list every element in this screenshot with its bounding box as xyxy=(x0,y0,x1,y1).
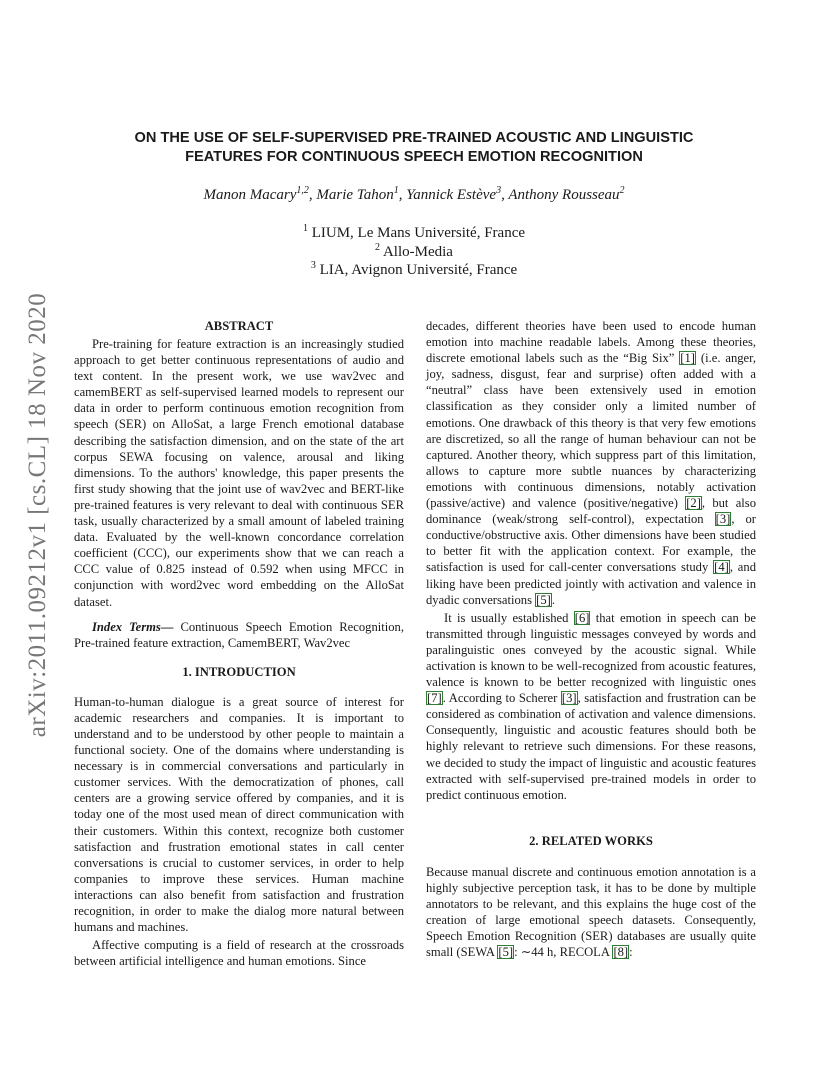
arxiv-id-text: arXiv:2011.09212v1 [cs.CL] 18 Nov 2020 xyxy=(24,292,51,738)
author-affil-mark: 3 xyxy=(496,185,502,196)
abstract-heading: ABSTRACT xyxy=(204,319,274,333)
author-name: Yannick Estève xyxy=(406,187,497,203)
index-terms-text: Continuous Speech Emotion Recognition, Pre-trained feature extraction, CamemBERT, Wav2vec xyxy=(74,619,404,650)
text-run: : xyxy=(629,945,633,960)
affil-mark: 2 xyxy=(375,241,381,253)
abstract-text: Pre-training for feature extraction is an increasingly studied approach to get better continuous representations of audio and text content. In the present work, we use wav2vec and camemBERT as self-supervised learned models to represent our data in order to perform continuous emotion recognition from speech (SER) on AlloSat, a large French emotional database describing the satisfaction dimension, and on the state of the art corpus SEWA focusing on valence, arousal and liking dimensions. To the authors' knowledge, this paper presents the first study showing that the joint use of wav2vec and BERT-like pre-trained features is very relevant to deal with continuous SER task, usually characterized by a small amount of labeled training data. Evaluated by the well-known concordance correlation coefficient (CCC), our experiments show that we can reach a CCC value of 0.825 instead of 0.592 when using MFCC in conjunction with word2vec word embedding on the AlloSat dataset. xyxy=(74,337,404,609)
right-column xyxy=(426,318,756,960)
index-terms-label: Index Terms— xyxy=(92,619,174,634)
affil-mark: 3 xyxy=(310,260,316,271)
citation-link[interactable]: [5] xyxy=(536,592,551,607)
text-run: decades, different theories have been used to encode human emotion into machine readable labels. Among these theories, discrete emotional labels such as the “Big Six” xyxy=(426,319,756,366)
text-run: (i.e. anger, joy, sadness, disgust, fear and surprise) often added with a “neutral” class have been extensively used in emotion classification as they consider only a limited number of emotions. One drawback of this theory is that very few emotions are discretized, so all the range of human behaviour can not be captured. Another theory, which suppress part of this limitation, allows to capture more subtle nuances by characterizing emotions with continuous dimensions, notably activation (passive/active) and valence (positive/negative) xyxy=(426,351,756,511)
affiliation-line xyxy=(60,261,768,280)
affiliation-line xyxy=(60,243,768,262)
title-line: FEATURES FOR CONTINUOUS SPEECH EMOTION RECOGNITION xyxy=(185,149,643,165)
text-run: , and liking have been predicted jointly with activation and valence in dyadic conversations xyxy=(426,560,756,607)
intro-continued-paragraph xyxy=(426,318,756,608)
affiliation-line xyxy=(60,224,768,243)
index-terms xyxy=(74,619,404,651)
text-run: . xyxy=(551,592,555,607)
text-run: , or conductive/obstructive axis. Other dimensions have been studied to better fit with the application context. For example, the satisfaction is used for call-center conversations study xyxy=(426,512,756,575)
affil-text: LIA, Avignon Université, France xyxy=(319,262,518,278)
citation-link[interactable]: [8] xyxy=(613,945,629,960)
citation-link[interactable]: [4] xyxy=(714,560,729,575)
intro-paragraph xyxy=(426,610,756,803)
author-affil-mark: 1,2 xyxy=(296,185,309,196)
text-run: : ∼44 h, RECOLA xyxy=(514,945,613,960)
title-line: ON THE USE OF SELF-SUPERVISED PRE-TRAINED ACOUSTIC AND LINGUISTIC xyxy=(134,130,694,146)
citation-link[interactable]: [6] xyxy=(574,610,590,625)
left-column xyxy=(74,318,404,969)
citation-link[interactable]: [5] xyxy=(498,945,514,960)
related-works-heading: 2. RELATED WORKS xyxy=(529,833,653,848)
text-run: that emotion in speech can be transmitted through linguistic messages conveyed by words and paralinguistic ones conveyed by the acoustic signal. While activation is known to be well-recognized from acoustic features, valence is known to be better recognized with linguistic ones xyxy=(426,610,756,690)
author-name: Marie Tahon xyxy=(316,187,394,203)
author-name: Anthony Rousseau xyxy=(508,187,620,203)
text-run: Because manual discrete and continuous emotion annotation is a highly subjective perception task, it has to be done by multiple annotators to be relevant, and this explains the huge cost of the creation of large emotional speech datasets. Consequently, Speech Emotion Recognition (SER) databases are usually quite small (SEWA xyxy=(426,864,756,960)
introduction-heading: 1. INTRODUCTION xyxy=(182,664,296,679)
citation-link[interactable]: [7] xyxy=(427,691,442,706)
affil-text: Allo-Media xyxy=(382,243,453,260)
citation-link[interactable]: [2] xyxy=(686,496,701,511)
citation-link[interactable]: [3] xyxy=(715,512,731,527)
citation-link[interactable]: [1] xyxy=(680,351,695,366)
text-run: , satisfaction and frustration can be considered as combination of activation and valence dimensions. Consequently, linguistic and acoustic features should both be highly relevant to retrieve such dimensions. For these reasons, we decided to study the impact of linguistic and acoustic features extracted with self-supervised pre-trained models in order to predict continuous emotion. xyxy=(426,691,756,802)
affil-text: LIUM, Le Mans Université, France xyxy=(311,225,526,241)
author-affil-mark: 2 xyxy=(619,185,625,196)
author-name: Manon Macary xyxy=(203,187,297,203)
related-works-paragraph xyxy=(426,864,756,961)
text-run: , but also dominance (weak/strong self-control), expectation xyxy=(426,496,756,527)
author-list: Manon Macary$^{1,2}$, Marie Tahon$^1$, Yannick Estève$^3$, Anthony Rousseau$^2$ xyxy=(203,185,625,203)
citation-link[interactable]: [3] xyxy=(561,691,577,706)
arxiv-identifier xyxy=(18,285,58,745)
paper-title xyxy=(60,129,768,167)
affiliations xyxy=(60,224,768,280)
affil-mark: 1 xyxy=(302,223,308,234)
text-run: It is usually established xyxy=(444,610,574,625)
intro-paragraph: Human-to-human dialogue is a great source of interest for academic researchers and companies. It is important to understand and to be understood by other people to maintain a functional society. One of the domains where understanding is necessary is in commercial conversations and particularly in customer services. With the democratization of phones, call centers are a growing service offered by companies, and it is today one of the most used mean of direct communication with their customers. Within this context, recognize both customer satisfaction and frustration emotional states in call center conversations is crucial to customer services, in order to help companies to improve these services. Human machine interactions can also benefit from satisfaction and frustration recognition, in order to make the dialog more natural between humans and machines. xyxy=(74,694,404,935)
author-affil-mark: 1 xyxy=(393,185,399,196)
intro-paragraph: Affective computing is a field of research at the crossroads between artificial intelligence and human emotions. Since xyxy=(74,938,404,969)
text-run: . According to Scherer xyxy=(442,691,561,706)
